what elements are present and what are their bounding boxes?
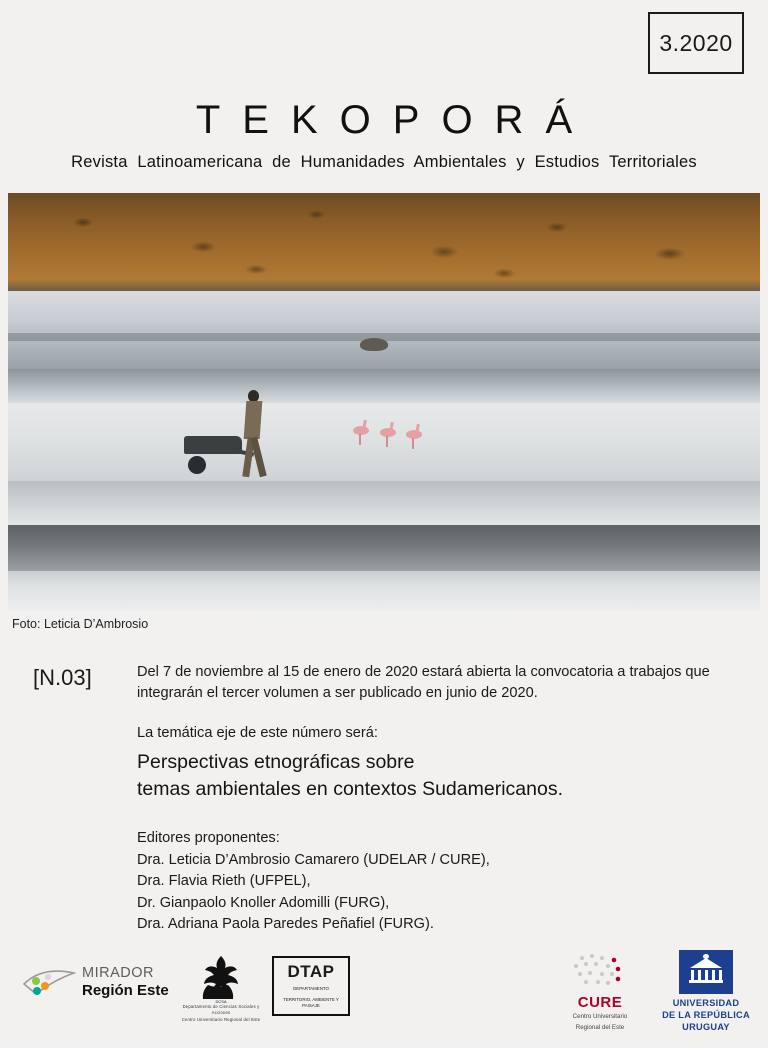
call-number: [N.03]: [33, 665, 92, 690]
udelar-wordmark: [658, 998, 754, 1034]
mirador-line-2: Región Este: [82, 981, 169, 999]
call-theme-line-2: temas ambientales en contextos Sudamericanos.: [137, 777, 563, 800]
photo-dune-texture: [8, 193, 760, 291]
udelar-icon: [679, 950, 733, 994]
cover-photo-image: [8, 193, 760, 611]
editor-item: Dr. Gianpaolo Knoller Adomilli (FURG),: [137, 894, 390, 911]
udelar-line-3: URUGUAY: [682, 1021, 730, 1032]
dcsa-caption-2: Centro Universitario Regional del Este: [181, 1016, 261, 1022]
logo-cure: [552, 950, 648, 1033]
logo-udelar: [658, 950, 754, 1034]
photo-band-foreground-dark: [8, 525, 760, 571]
photo-flamingo: [380, 422, 396, 448]
logo-dcsa: [178, 952, 264, 1023]
dcsa-icon: [178, 952, 264, 1004]
svg-text:DCSA: DCSA: [215, 999, 227, 1004]
photo-rock: [360, 338, 388, 351]
editor-item: Dra. Leticia D’Ambrosio Camarero (UDELAR / CURE),: [137, 851, 490, 868]
cure-sub-2: Regional del Este: [575, 1023, 625, 1031]
cure-name: CURE: [577, 994, 623, 1011]
editor-item: Dra. Flavia Rieth (UFPEL),: [137, 873, 311, 890]
photo-flamingo: [353, 420, 369, 446]
udelar-line-1: UNIVERSIDAD: [672, 998, 740, 1008]
mirador-icon: [22, 964, 76, 1000]
logo-dtap: [272, 956, 350, 1016]
logo-bar: [0, 946, 768, 1036]
dcsa-caption-1: Departamento de Ciencias Sociales y Acciones: [182, 1004, 260, 1016]
photo-credit: Foto: Leticia D’Ambrosio: [12, 617, 149, 631]
call-body: [137, 662, 729, 936]
dtap-sub-2: TERRITORIO, AMBIENTE Y PAISAJE: [283, 996, 339, 1009]
call-theme-line-1: Perspectivas etnográficas sobre: [137, 751, 415, 774]
cover-photo: [8, 193, 760, 611]
issue-number-box: [648, 12, 744, 74]
cure-sub-1: Centro Universitario: [572, 1013, 628, 1020]
call-intro: Del 7 de noviembre al 15 de enero de 2020 estará abierta la convocatoria a trabajos que integrarán el tercer volumen a ser publicado en junio de 2020.: [137, 664, 710, 701]
photo-worker: [239, 390, 273, 476]
call-theme-label: La temática eje de este número será:: [137, 725, 378, 742]
issue-number: 3.2020: [659, 29, 733, 56]
logo-mirador-region-este: [22, 964, 169, 1000]
editors-label: Editores proponentes:: [137, 830, 280, 847]
editors-block: [137, 828, 729, 936]
photo-flamingo: [406, 424, 422, 450]
photo-band-salt-ridge: [8, 369, 760, 403]
udelar-line-2: DE LA REPÚBLICA: [662, 1009, 750, 1020]
cure-icon: [552, 950, 648, 994]
dtap-box: [272, 956, 350, 1016]
mirador-wordmark: [82, 965, 169, 999]
dtap-title: DTAP: [287, 962, 335, 982]
journal-title: TEKOPORÁ: [195, 98, 595, 142]
photo-band-lake: [8, 291, 760, 369]
journal-subtitle: Revista Latinoamericana de Humanidades Ambientales y Estudios Territoriales: [71, 153, 697, 171]
photo-band-midground: [8, 481, 760, 525]
photo-band-foreground-light: [8, 571, 760, 611]
masthead: [0, 100, 768, 172]
dtap-sub-1: DEPARTAMENTO: [293, 986, 329, 992]
call-theme: [137, 749, 729, 802]
editor-item: Dra. Adriana Paola Paredes Peñafiel (FURG).: [137, 916, 434, 933]
mirador-line-1: MIRADOR: [82, 965, 154, 982]
